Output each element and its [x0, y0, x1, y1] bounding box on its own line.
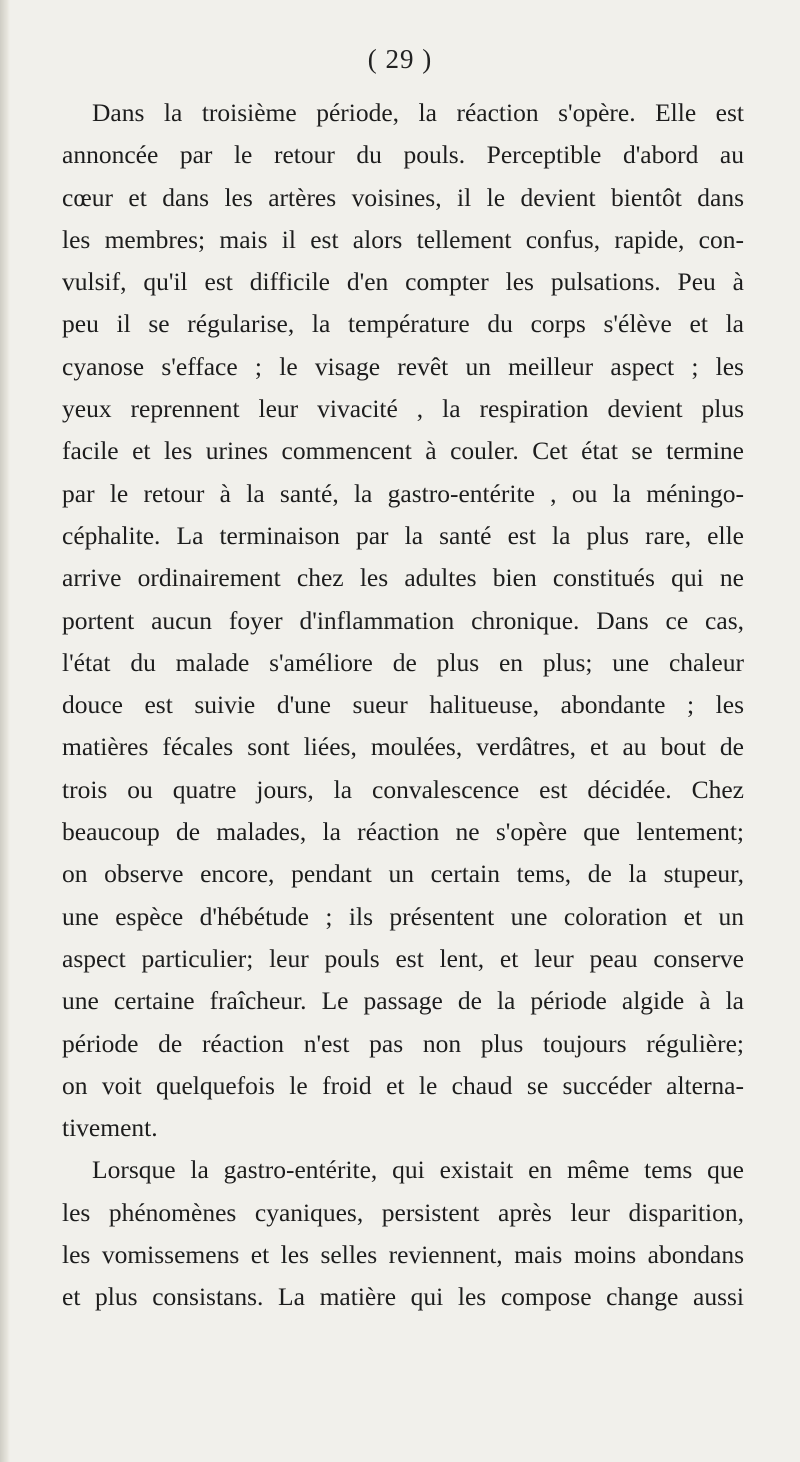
text-line: par le retour à la santé, la gastro-entérite , ou la méningo- [62, 478, 744, 508]
text-line: arrive ordinairement chez les adultes bien constitués qui ne [62, 563, 744, 593]
text-line: aspect particulier; leur pouls est lent, et leur peau conserve [62, 943, 744, 973]
text-line: annoncée par le retour du pouls. Perceptible d'abord au [62, 140, 744, 170]
text-line: les vomissemens et les selles reviennent, mais moins abondans [62, 1240, 744, 1270]
text-line: Dans la troisième période, la réaction s'opère. Elle est [92, 98, 744, 127]
text-line: vulsif, qu'il est difficile d'en compter les pulsations. Peu à [62, 267, 744, 297]
binding-shadow [0, 0, 10, 1462]
text-line: matières fécales sont liées, moulées, verdâtres, et au bout de [62, 732, 744, 762]
text-line: portent aucun foyer d'inflammation chronique. Dans ce cas, [62, 605, 744, 635]
text-line: céphalite. La terminaison par la santé est la plus rare, elle [62, 520, 744, 550]
text-line: yeux reprennent leur vivacité , la respiration devient plus [62, 394, 744, 424]
text-line: cœur et dans les artères voisines, il le devient bientôt dans [62, 182, 744, 212]
text-line: peu il se régularise, la température du corps s'élève et la [62, 309, 744, 339]
text-line: trois ou quatre jours, la convalescence est décidée. Chez [62, 774, 744, 804]
page-number: ( 29 ) [367, 44, 433, 74]
text-line: cyanose s'efface ; le visage revêt un meilleur aspect ; les [62, 351, 744, 381]
text-line: on voit quelquefois le froid et le chaud se succéder alterna- [62, 1070, 744, 1100]
body-text [62, 92, 744, 1319]
text-line: l'état du malade s'améliore de plus en plus; une chaleur [62, 647, 744, 677]
text-line: tivement. [62, 1113, 158, 1143]
text-line: une espèce d'hébétude ; ils présentent une coloration et un [62, 901, 744, 931]
text-line: on observe encore, pendant un certain tems, de la stupeur, [62, 859, 744, 889]
text-line: Lorsque la gastro-entérite, qui existait en même tems que [92, 1155, 744, 1185]
text-line: les phénomènes cyaniques, persistent après leur disparition, [62, 1197, 744, 1227]
text-line: et plus consistans. La matière qui les compose change aussi [62, 1282, 744, 1312]
text-line: période de réaction n'est pas non plus toujours régulière; [62, 1028, 744, 1058]
text-line: une certaine fraîcheur. Le passage de la période algide à la [62, 986, 744, 1016]
text-line: beaucoup de malades, la réaction ne s'opère que lentement; [62, 817, 744, 847]
text-line: facile et les urines commencent à couler. Cet état se termine [62, 436, 744, 466]
text-line: douce est suivie d'une sueur halitueuse, abondante ; les [62, 690, 744, 720]
text-line: les membres; mais il est alors tellement confus, rapide, con- [62, 224, 744, 254]
